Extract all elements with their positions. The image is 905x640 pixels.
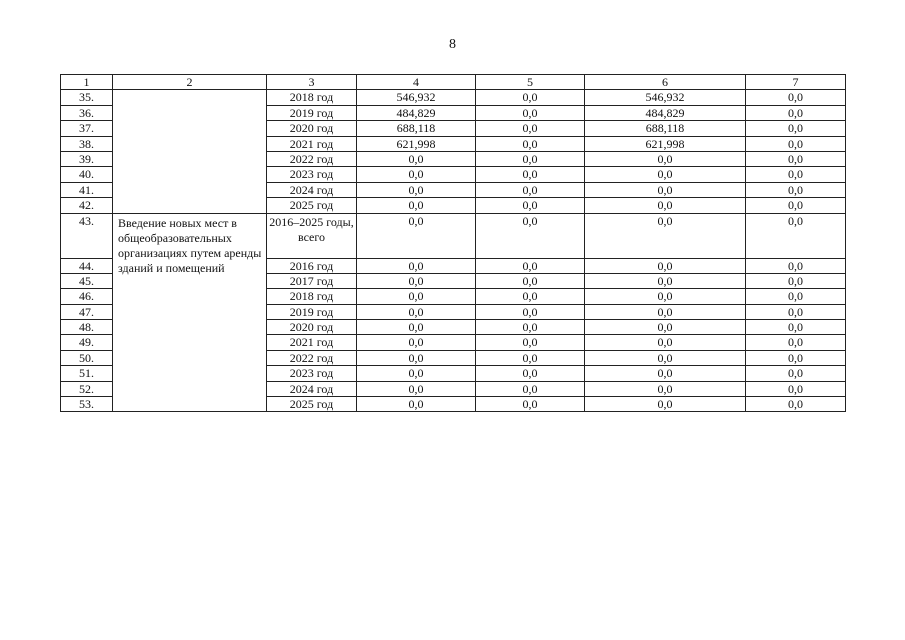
value-col4: 0,0 (357, 182, 476, 197)
header-cell: 5 (476, 75, 585, 90)
value-col5: 0,0 (476, 105, 585, 120)
value-col7: 0,0 (746, 90, 846, 105)
value-col4: 0,0 (357, 335, 476, 350)
value-col4: 0,0 (357, 289, 476, 304)
row-number: 38. (61, 136, 113, 151)
value-col7: 0,0 (746, 198, 846, 213)
row-number: 52. (61, 381, 113, 396)
header-cell: 4 (357, 75, 476, 90)
value-col6: 484,829 (585, 105, 746, 120)
row-period: 2019 год (267, 304, 357, 319)
value-col4: 0,0 (357, 304, 476, 319)
value-col6: 0,0 (585, 213, 746, 258)
value-col5: 0,0 (476, 198, 585, 213)
value-col6: 0,0 (585, 381, 746, 396)
value-col7: 0,0 (746, 335, 846, 350)
value-col6: 0,0 (585, 198, 746, 213)
row-period: 2022 год (267, 151, 357, 166)
value-col4: 0,0 (357, 397, 476, 412)
value-col4: 0,0 (357, 198, 476, 213)
table-row-total (61, 213, 846, 258)
row-period: 2019 год (267, 105, 357, 120)
row-number: 37. (61, 121, 113, 136)
row-number: 35. (61, 90, 113, 105)
value-col7: 0,0 (746, 151, 846, 166)
value-col6: 0,0 (585, 289, 746, 304)
value-col5: 0,0 (476, 350, 585, 365)
row-period: 2024 год (267, 182, 357, 197)
table-row (61, 90, 846, 105)
value-col6: 0,0 (585, 320, 746, 335)
value-col5: 0,0 (476, 304, 585, 319)
header-row (61, 75, 846, 90)
header-cell: 3 (267, 75, 357, 90)
value-col7: 0,0 (746, 136, 846, 151)
row-number: 43. (61, 213, 113, 258)
value-col4: 688,118 (357, 121, 476, 136)
value-col5: 0,0 (476, 90, 585, 105)
value-col5: 0,0 (476, 289, 585, 304)
row-number: 53. (61, 397, 113, 412)
table-body (61, 75, 846, 412)
value-col6: 0,0 (585, 335, 746, 350)
row-period: 2021 год (267, 335, 357, 350)
value-col5: 0,0 (476, 273, 585, 288)
value-col4: 0,0 (357, 151, 476, 166)
value-col4: 0,0 (357, 167, 476, 182)
value-col5: 0,0 (476, 213, 585, 258)
row-period: 2018 год (267, 289, 357, 304)
value-col4: 621,998 (357, 136, 476, 151)
row-number: 39. (61, 151, 113, 166)
row-number: 44. (61, 258, 113, 273)
value-col7: 0,0 (746, 258, 846, 273)
value-col7: 0,0 (746, 397, 846, 412)
row-period: 2025 год (267, 198, 357, 213)
row-period: 2024 год (267, 381, 357, 396)
value-col4: 0,0 (357, 273, 476, 288)
value-col6: 0,0 (585, 397, 746, 412)
value-col5: 0,0 (476, 320, 585, 335)
row-period: 2025 год (267, 397, 357, 412)
budget-table (60, 74, 846, 412)
row-number: 46. (61, 289, 113, 304)
value-col6: 0,0 (585, 167, 746, 182)
value-col6: 688,118 (585, 121, 746, 136)
value-col5: 0,0 (476, 167, 585, 182)
row-period: 2022 год (267, 350, 357, 365)
row-period: 2016 год (267, 258, 357, 273)
row-number: 36. (61, 105, 113, 120)
row-period: 2023 год (267, 167, 357, 182)
value-col4: 484,829 (357, 105, 476, 120)
value-col6: 0,0 (585, 258, 746, 273)
value-col4: 0,0 (357, 320, 476, 335)
row-period: 2023 год (267, 366, 357, 381)
value-col7: 0,0 (746, 213, 846, 258)
header-cell: 6 (585, 75, 746, 90)
header-cell: 7 (746, 75, 846, 90)
empty-description-cell (113, 90, 267, 213)
row-number: 50. (61, 350, 113, 365)
value-col7: 0,0 (746, 121, 846, 136)
value-col6: 621,998 (585, 136, 746, 151)
value-col7: 0,0 (746, 381, 846, 396)
row-number: 51. (61, 366, 113, 381)
value-col4: 0,0 (357, 381, 476, 396)
value-col6: 0,0 (585, 151, 746, 166)
value-col6: 0,0 (585, 182, 746, 197)
value-col6: 0,0 (585, 273, 746, 288)
value-col5: 0,0 (476, 397, 585, 412)
value-col5: 0,0 (476, 366, 585, 381)
value-col7: 0,0 (746, 289, 846, 304)
value-col7: 0,0 (746, 273, 846, 288)
value-col5: 0,0 (476, 335, 585, 350)
value-col4: 0,0 (357, 366, 476, 381)
row-number: 47. (61, 304, 113, 319)
value-col7: 0,0 (746, 105, 846, 120)
value-col4: 0,0 (357, 258, 476, 273)
value-col7: 0,0 (746, 304, 846, 319)
value-col4: 546,932 (357, 90, 476, 105)
header-cell: 2 (113, 75, 267, 90)
value-col4: 0,0 (357, 350, 476, 365)
row-number: 45. (61, 273, 113, 288)
measure-description: Введение новых мест в общеобразовательных организациях путем аренды зданий и помещений (113, 213, 267, 412)
page-number: 8 (449, 37, 456, 52)
value-col5: 0,0 (476, 258, 585, 273)
row-period: 2018 год (267, 90, 357, 105)
value-col7: 0,0 (746, 366, 846, 381)
row-number: 42. (61, 198, 113, 213)
value-col4: 0,0 (357, 213, 476, 258)
row-number: 41. (61, 182, 113, 197)
value-col6: 0,0 (585, 304, 746, 319)
value-col7: 0,0 (746, 167, 846, 182)
header-cell: 1 (61, 75, 113, 90)
value-col5: 0,0 (476, 381, 585, 396)
value-col7: 0,0 (746, 182, 846, 197)
value-col5: 0,0 (476, 151, 585, 166)
row-period: 2020 год (267, 320, 357, 335)
value-col7: 0,0 (746, 320, 846, 335)
value-col6: 0,0 (585, 366, 746, 381)
row-number: 48. (61, 320, 113, 335)
row-period: 2017 год (267, 273, 357, 288)
value-col6: 546,932 (585, 90, 746, 105)
row-number: 40. (61, 167, 113, 182)
row-number: 49. (61, 335, 113, 350)
row-period: 2016–2025 годы, всего (267, 213, 357, 258)
value-col5: 0,0 (476, 121, 585, 136)
value-col7: 0,0 (746, 350, 846, 365)
value-col5: 0,0 (476, 182, 585, 197)
value-col6: 0,0 (585, 350, 746, 365)
row-period: 2021 год (267, 136, 357, 151)
row-period: 2020 год (267, 121, 357, 136)
value-col5: 0,0 (476, 136, 585, 151)
